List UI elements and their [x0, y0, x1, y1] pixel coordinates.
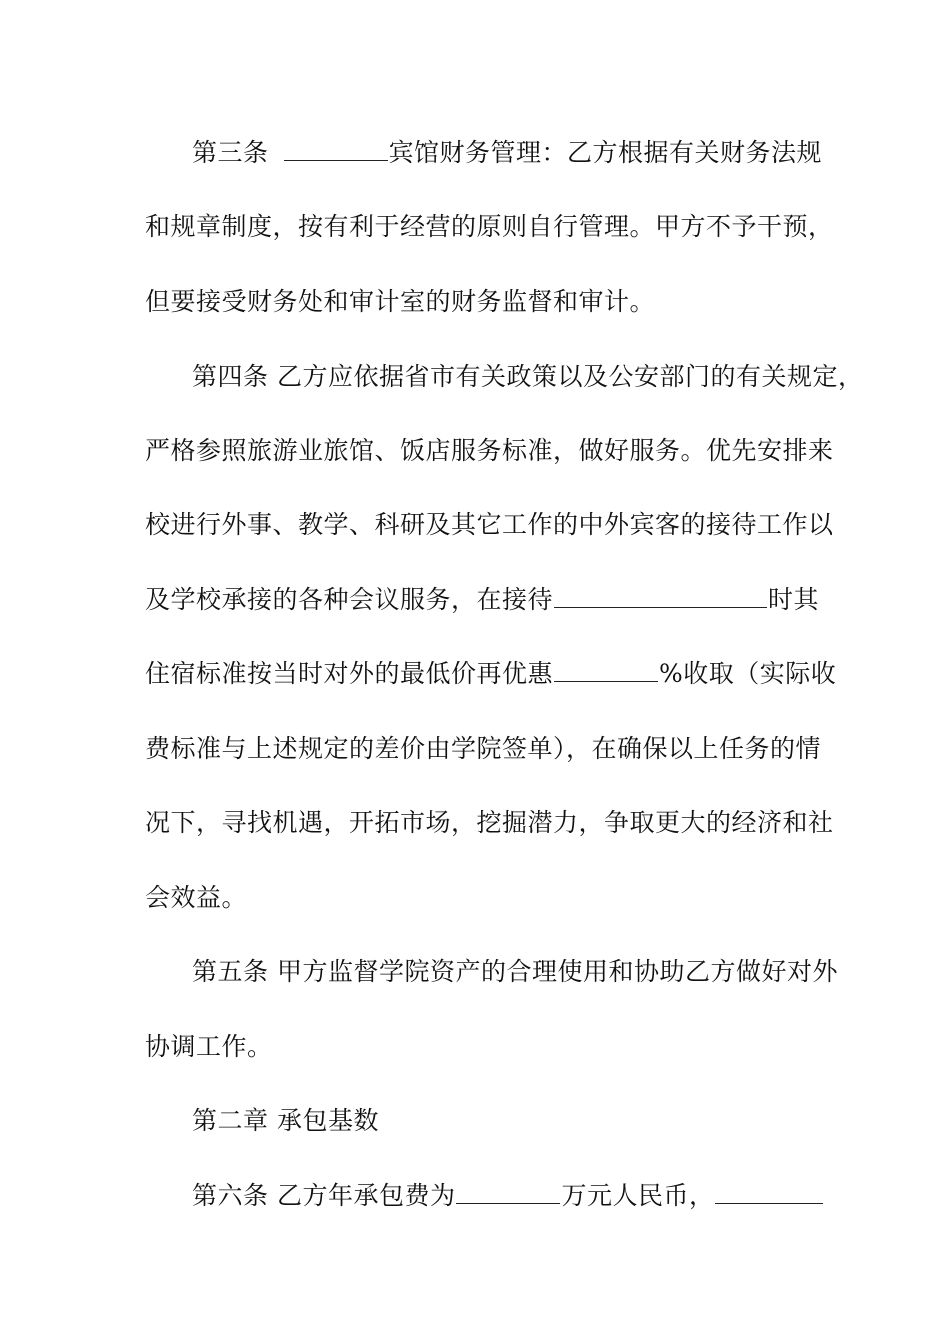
- article-3-line-3: 但要接受财务处和审计室的财务监督和审计。: [145, 287, 656, 316]
- blank-field: [284, 134, 388, 161]
- article-4-line-8: 会效益。: [145, 883, 248, 912]
- article-4-line-7: 况下，寻找机遇，开拓市场，挖掘潜力，争取更大的经济和社: [145, 808, 834, 837]
- article-4-line-1: 第四条 乙方应依据省市有关政策以及公安部门的有关规定，: [192, 362, 864, 391]
- blank-field: [715, 1177, 823, 1204]
- article-5-line-1: 第五条 甲方监督学院资产的合理使用和协助乙方做好对外: [192, 957, 838, 986]
- blank-field: [554, 655, 658, 682]
- article-3-line-1: 第三条 宾馆财务管理：乙方根据有关财务法规: [0, 133, 950, 173]
- article-6-line-1: 第六条 乙方年承包费为 万元人民币，: [0, 1176, 950, 1216]
- article-4-line-5: 住宿标准按当时对外的最低价再优惠 %收取（实际收: [0, 654, 950, 694]
- article-4-line-2: 严格参照旅游业旅馆、饭店服务标准，做好服务。优先安排来: [145, 436, 834, 465]
- blank-field: [554, 581, 767, 608]
- article-5-line-2: 协调工作。: [145, 1032, 273, 1061]
- article-4-line-3: 校进行外事、教学、科研及其它工作的中外宾客的接待工作以: [145, 510, 834, 539]
- article-3-label: 第三条: [192, 138, 269, 167]
- chapter-2-heading: 第二章 承包基数: [192, 1106, 379, 1135]
- blank-field: [456, 1177, 560, 1204]
- article-3-line-2: 和规章制度，按有利于经营的原则自行管理。甲方不予干预，: [145, 212, 834, 241]
- article-4-line-4: 及学校承接的各种会议服务，在接待 时其: [0, 580, 950, 620]
- article-4-line-6: 费标准与上述规定的差价由学院签单），在确保以上任务的情: [145, 734, 822, 763]
